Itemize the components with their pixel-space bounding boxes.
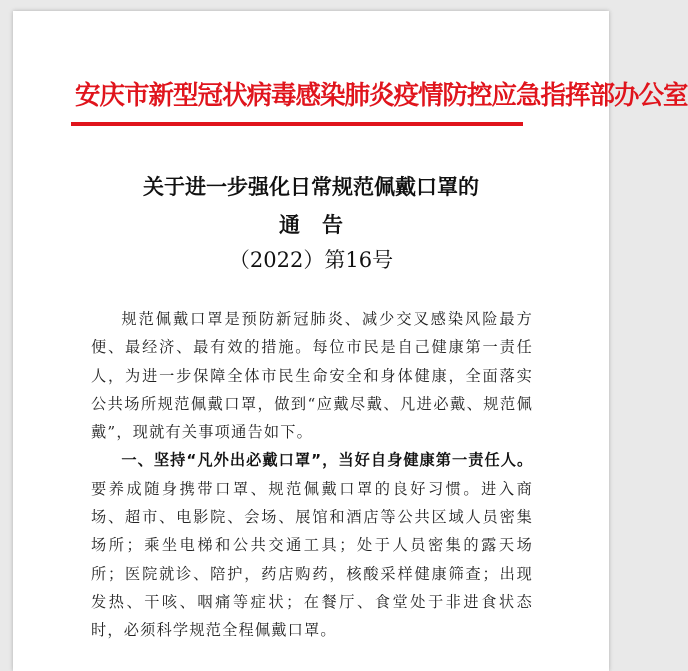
notice-title-line2: 通告 <box>279 212 365 237</box>
document-number: （2022）第16号 <box>228 248 394 272</box>
section-1-paragraph <box>91 446 533 644</box>
document-body <box>91 305 533 645</box>
section-1-heading: 一、坚持“凡外出必戴口罩”，当好自身健康第一责任人。 <box>121 451 533 470</box>
issuer-header: 安庆市新型冠状病毒感染肺炎疫情防控应急指挥部办公室 <box>75 81 688 111</box>
intro-paragraph: 规范佩戴口罩是预防新冠肺炎、减少交叉感染风险最方便、最经济、最有效的措施。每位市民是自己健康第一责任人，为进一步保障全体市民生命安全和身体健康，全面落实公共场所规范佩戴口罩，做到“应戴尽戴、凡进必戴、规范佩戴”，现就有关事项通告如下。 <box>91 310 533 442</box>
red-divider-line <box>71 122 523 126</box>
document-page <box>13 11 688 671</box>
notice-title-line1: 关于进一步强化日常规范佩戴口罩的 <box>143 174 479 199</box>
section-1-body: 要养成随身携带口罩、规范佩戴口罩的良好习惯。进入商场、超市、电影院、会场、展馆和酒店等公共区域人员密集场所；乘坐电梯和公共交通工具；处于人员密集的露天场所；医院就诊、陪护，药店购药，核酸采样健康筛查；出现发热、干咳、咽痛等症状；在餐厅、食堂处于非进食状态时，必须科学规范全程佩戴口罩。 <box>91 479 533 640</box>
